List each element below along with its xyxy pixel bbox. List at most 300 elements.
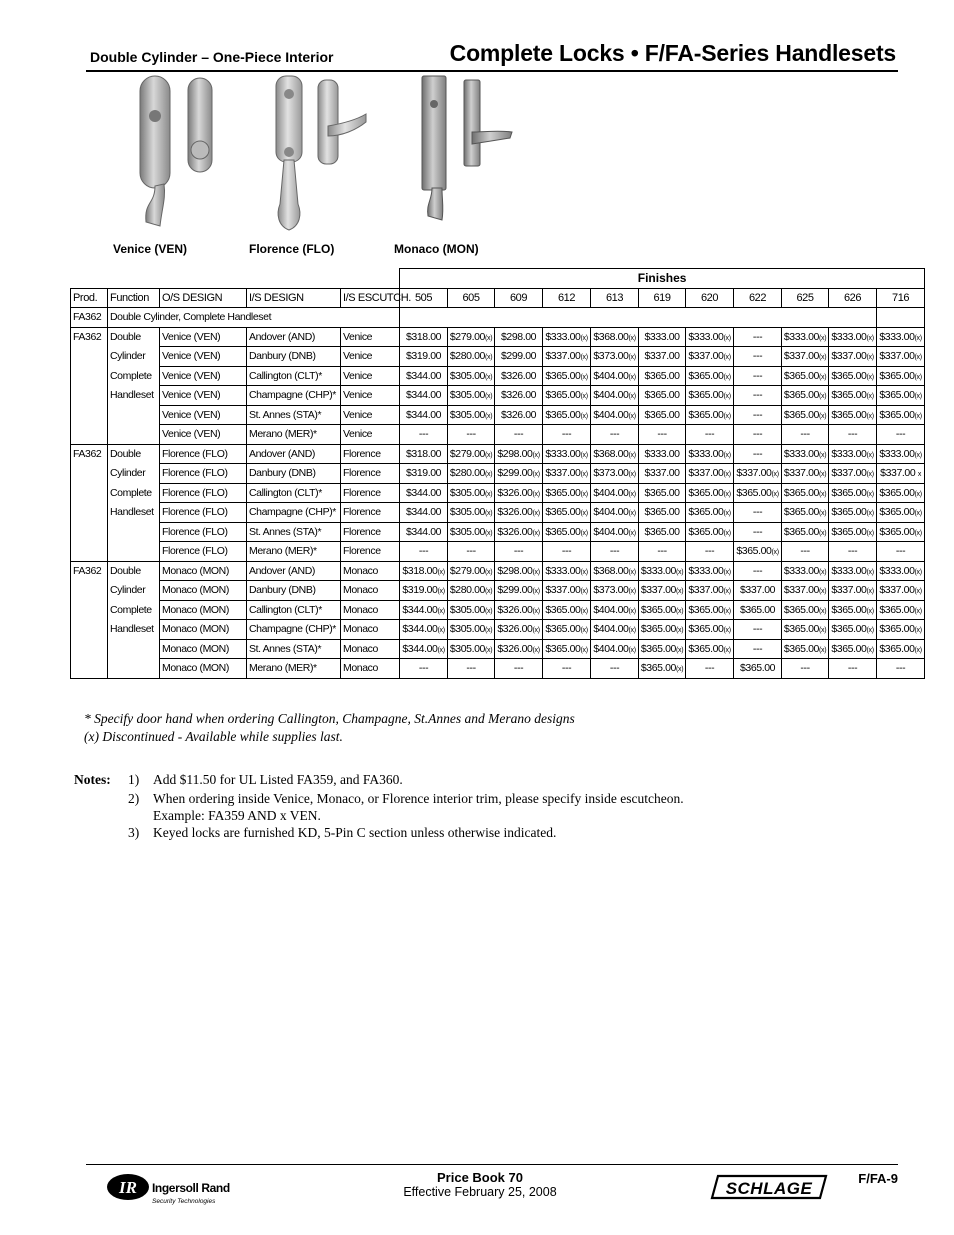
finish-header: 605 xyxy=(448,288,495,308)
table-row xyxy=(71,503,925,523)
escutcheon-cell: Monaco xyxy=(341,620,400,640)
os-design-cell: Venice (VEN) xyxy=(160,366,247,386)
price-cell: $365.00(x) xyxy=(543,522,591,542)
svg-text:SCHLAGE: SCHLAGE xyxy=(725,1179,813,1198)
price-cell: $344.00(x) xyxy=(400,620,448,640)
price-cell: $333.00(x) xyxy=(686,561,734,581)
price-cell: $305.00(x) xyxy=(448,522,495,542)
price-cell: --- xyxy=(495,659,543,679)
price-cell: $333.00(x) xyxy=(782,561,829,581)
price-cell: --- xyxy=(782,542,829,562)
price-cell: $333.00(x) xyxy=(877,327,925,347)
price-cell: $280.00(x) xyxy=(448,347,495,367)
price-cell: $365.00 xyxy=(639,366,686,386)
price-cell: $404.00(x) xyxy=(591,386,639,406)
price-cell: $365.00(x) xyxy=(543,503,591,523)
price-cell: --- xyxy=(495,542,543,562)
escutcheon-cell: Florence xyxy=(341,464,400,484)
os-design-cell: Florence (FLO) xyxy=(160,522,247,542)
is-design-cell: Merano (MER)* xyxy=(247,425,341,445)
is-design-cell: Merano (MER)* xyxy=(247,542,341,562)
price-cell: $368.00(x) xyxy=(591,444,639,464)
note-number: 2) xyxy=(128,791,140,806)
table-row xyxy=(71,405,925,425)
page-subtitle: Double Cylinder – One-Piece Interior xyxy=(90,49,334,65)
price-cell: $365.00(x) xyxy=(543,366,591,386)
price-cell: $344.00 xyxy=(400,503,448,523)
os-design-cell: Florence (FLO) xyxy=(160,444,247,464)
prod-cell xyxy=(71,659,108,679)
is-design-cell: St. Annes (STA)* xyxy=(247,405,341,425)
price-cell: --- xyxy=(877,425,925,445)
escutcheon-cell: Venice xyxy=(341,366,400,386)
page-title: Complete Locks • F/FA-Series Handlesets xyxy=(449,40,896,66)
footer-rule xyxy=(86,1164,898,1165)
escutcheon-cell: Venice xyxy=(341,405,400,425)
price-cell: $326.00(x) xyxy=(495,503,543,523)
prod-cell xyxy=(71,405,108,425)
os-design-cell: Monaco (MON) xyxy=(160,659,247,679)
price-cell: $365.00(x) xyxy=(782,600,829,620)
price-cell: $337.00(x) xyxy=(782,581,829,601)
is-design-cell: Danbury (DNB) xyxy=(247,581,341,601)
function-cell: Cylinder xyxy=(108,347,160,367)
footnote-door-hand: * Specify door hand when ordering Callington, Champagne, St.Annes and Merano designs xyxy=(84,711,575,726)
product-image-venice xyxy=(138,74,228,236)
table-row xyxy=(71,561,925,581)
price-cell: --- xyxy=(734,347,782,367)
os-design-cell: Monaco (MON) xyxy=(160,620,247,640)
column-header: I/S ESCUTCH. xyxy=(341,288,400,308)
price-cell: $305.00(x) xyxy=(448,483,495,503)
svg-text:IR: IR xyxy=(119,1178,137,1197)
price-cell: $344.00 xyxy=(400,405,448,425)
note-text: Example: FA359 AND x VEN. xyxy=(153,808,321,823)
price-cell: $404.00(x) xyxy=(591,600,639,620)
page-header xyxy=(86,36,898,72)
product-caption-florence: Florence (FLO) xyxy=(249,242,335,256)
price-cell: --- xyxy=(877,542,925,562)
price-cell: $373.00(x) xyxy=(591,464,639,484)
is-design-cell: Champagne (CHP)* xyxy=(247,386,341,406)
price-cell: $365.00(x) xyxy=(829,620,877,640)
prod-cell xyxy=(71,522,108,542)
price-cell: $365.00(x) xyxy=(829,639,877,659)
prod-cell xyxy=(71,639,108,659)
prod-cell xyxy=(71,347,108,367)
price-cell: $319.00 xyxy=(400,347,448,367)
price-cell: $404.00(x) xyxy=(591,503,639,523)
price-cell: --- xyxy=(782,659,829,679)
note-number: 3) xyxy=(128,825,140,840)
price-cell: $298.00 xyxy=(495,327,543,347)
prod-cell xyxy=(71,483,108,503)
function-cell: Complete xyxy=(108,600,160,620)
table-row xyxy=(71,347,925,367)
price-cell: --- xyxy=(591,659,639,679)
price-cell: $365.00(x) xyxy=(686,522,734,542)
price-cell: --- xyxy=(734,327,782,347)
page-number: F/FA-9 xyxy=(858,1171,898,1186)
product-image-florence xyxy=(270,74,370,236)
price-cell: $337.00(x) xyxy=(829,347,877,367)
price-cell: $279.00(x) xyxy=(448,444,495,464)
ingersoll-rand-logo xyxy=(106,1172,246,1211)
price-cell: $337.00(x) xyxy=(877,581,925,601)
table-row xyxy=(71,483,925,503)
table-row xyxy=(71,425,925,445)
escutcheon-cell: Venice xyxy=(341,327,400,347)
escutcheon-cell: Florence xyxy=(341,503,400,523)
price-cell: --- xyxy=(734,386,782,406)
price-cell: $337.00 xyxy=(639,347,686,367)
price-cell: $373.00(x) xyxy=(591,347,639,367)
is-design-cell: Merano (MER)* xyxy=(247,659,341,679)
price-cell: $333.00 xyxy=(639,444,686,464)
price-cell: --- xyxy=(400,542,448,562)
note-text: Keyed locks are furnished KD, 5-Pin C section unless otherwise indicated. xyxy=(153,825,557,840)
note-text: Add $11.50 for UL Listed FA359, and FA360. xyxy=(153,772,403,787)
price-cell: $404.00(x) xyxy=(591,639,639,659)
price-cell: $279.00(x) xyxy=(448,327,495,347)
price-cell: $305.00(x) xyxy=(448,620,495,640)
footnote-discontinued: (x) Discontinued - Available while supplies last. xyxy=(84,729,343,744)
os-design-cell: Monaco (MON) xyxy=(160,600,247,620)
prod-cell: FA362 xyxy=(71,444,108,464)
note-text: When ordering inside Venice, Monaco, or Florence interior trim, please specify inside escutcheon. xyxy=(153,791,684,806)
price-cell: --- xyxy=(686,659,734,679)
price-cell: $333.00(x) xyxy=(543,561,591,581)
price-cell: $279.00(x) xyxy=(448,561,495,581)
price-cell: $365.00 xyxy=(639,503,686,523)
price-cell: --- xyxy=(448,542,495,562)
price-cell: --- xyxy=(639,425,686,445)
price-cell: $365.00 xyxy=(639,522,686,542)
price-cell: $333.00(x) xyxy=(686,444,734,464)
price-cell: $326.00 xyxy=(495,386,543,406)
price-cell: $337.00(x) xyxy=(543,464,591,484)
price-cell: $337.00 xyxy=(639,464,686,484)
price-cell: $337.00 x xyxy=(877,464,925,484)
price-cell: $365.00(x) xyxy=(639,659,686,679)
os-design-cell: Monaco (MON) xyxy=(160,561,247,581)
finish-header: 620 xyxy=(686,288,734,308)
price-cell: --- xyxy=(734,366,782,386)
price-cell: $333.00(x) xyxy=(686,327,734,347)
price-cell: $365.00(x) xyxy=(782,483,829,503)
price-cell: $365.00(x) xyxy=(639,620,686,640)
price-cell: $344.00 xyxy=(400,366,448,386)
os-design-cell: Venice (VEN) xyxy=(160,347,247,367)
is-design-cell: Danbury (DNB) xyxy=(247,347,341,367)
price-cell: $318.00(x) xyxy=(400,561,448,581)
os-design-cell: Venice (VEN) xyxy=(160,425,247,445)
price-cell: $337.00(x) xyxy=(782,347,829,367)
price-cell: $365.00(x) xyxy=(829,600,877,620)
table-row xyxy=(71,620,925,640)
os-design-cell: Venice (VEN) xyxy=(160,405,247,425)
footnotes xyxy=(84,710,575,746)
is-design-cell: Champagne (CHP)* xyxy=(247,503,341,523)
price-cell: $337.00(x) xyxy=(877,347,925,367)
is-design-cell: Andover (AND) xyxy=(247,327,341,347)
function-cell: Handleset xyxy=(108,620,160,640)
finish-header: 505 xyxy=(400,288,448,308)
price-cell: $365.00(x) xyxy=(686,600,734,620)
price-cell: $365.00(x) xyxy=(829,483,877,503)
price-cell: --- xyxy=(829,659,877,679)
is-design-cell: Callington (CLT)* xyxy=(247,600,341,620)
escutcheon-cell: Florence xyxy=(341,542,400,562)
table-row xyxy=(71,542,925,562)
prod-cell: FA362 xyxy=(71,308,108,328)
price-cell: $404.00(x) xyxy=(591,620,639,640)
column-header: I/S DESIGN xyxy=(247,288,341,308)
price-cell: $365.00(x) xyxy=(734,483,782,503)
price-cell: --- xyxy=(734,522,782,542)
prod-cell xyxy=(71,600,108,620)
is-design-cell: Callington (CLT)* xyxy=(247,483,341,503)
price-cell: $333.00(x) xyxy=(782,327,829,347)
price-cell: $365.00(x) xyxy=(782,639,829,659)
prod-cell xyxy=(71,386,108,406)
price-cell: --- xyxy=(734,405,782,425)
price-cell: --- xyxy=(400,425,448,445)
price-cell: $305.00(x) xyxy=(448,639,495,659)
price-cell: $365.00(x) xyxy=(829,503,877,523)
price-cell: $333.00(x) xyxy=(543,444,591,464)
price-cell: $365.00(x) xyxy=(543,405,591,425)
price-cell: $365.00(x) xyxy=(829,366,877,386)
price-cell: $280.00(x) xyxy=(448,581,495,601)
table-row xyxy=(71,386,925,406)
price-cell: $344.00 xyxy=(400,522,448,542)
price-cell: --- xyxy=(734,425,782,445)
os-design-cell: Florence (FLO) xyxy=(160,503,247,523)
price-cell: --- xyxy=(734,561,782,581)
price-cell: $404.00(x) xyxy=(591,522,639,542)
price-cell: $337.00(x) xyxy=(639,581,686,601)
function-cell xyxy=(108,659,160,679)
price-cell: --- xyxy=(734,503,782,523)
finish-header: 619 xyxy=(639,288,686,308)
price-table xyxy=(70,268,925,679)
price-cell: $337.00(x) xyxy=(734,464,782,484)
price-cell: --- xyxy=(877,659,925,679)
price-cell: $404.00(x) xyxy=(591,366,639,386)
price-cell: $326.00(x) xyxy=(495,600,543,620)
price-cell: $326.00(x) xyxy=(495,620,543,640)
price-cell: $333.00 xyxy=(639,327,686,347)
price-cell: $365.00(x) xyxy=(686,405,734,425)
table-row xyxy=(71,464,925,484)
escutcheon-cell: Monaco xyxy=(341,639,400,659)
price-cell: $318.00 xyxy=(400,444,448,464)
price-cell: $305.00(x) xyxy=(448,503,495,523)
price-cell: $365.00(x) xyxy=(877,522,925,542)
price-cell: $365.00(x) xyxy=(686,503,734,523)
price-cell: $299.00(x) xyxy=(495,464,543,484)
escutcheon-cell: Monaco xyxy=(341,659,400,679)
price-cell: $404.00(x) xyxy=(591,405,639,425)
price-cell: $326.00(x) xyxy=(495,639,543,659)
price-cell: $333.00(x) xyxy=(829,327,877,347)
table-row xyxy=(71,366,925,386)
price-cell: $337.00(x) xyxy=(686,581,734,601)
price-book-info xyxy=(380,1170,580,1199)
price-cell: $333.00(x) xyxy=(877,444,925,464)
product-caption-venice: Venice (VEN) xyxy=(113,242,188,256)
price-cell: $305.00(x) xyxy=(448,405,495,425)
price-cell: $365.00(x) xyxy=(543,620,591,640)
escutcheon-cell: Florence xyxy=(341,444,400,464)
price-cell: $365.00 xyxy=(734,659,782,679)
function-cell: Complete xyxy=(108,483,160,503)
price-book-title: Price Book 70 xyxy=(437,1170,523,1185)
escutcheon-cell: Venice xyxy=(341,425,400,445)
price-cell: $344.00(x) xyxy=(400,600,448,620)
os-design-cell: Venice (VEN) xyxy=(160,386,247,406)
function-cell: Handleset xyxy=(108,503,160,523)
price-cell: --- xyxy=(734,639,782,659)
price-cell: $365.00 xyxy=(639,405,686,425)
prod-cell xyxy=(71,425,108,445)
function-cell: Cylinder xyxy=(108,464,160,484)
function-cell xyxy=(108,542,160,562)
is-design-cell: St. Annes (STA)* xyxy=(247,639,341,659)
prod-cell xyxy=(71,503,108,523)
price-cell: $333.00(x) xyxy=(829,561,877,581)
price-cell: $333.00(x) xyxy=(639,561,686,581)
finish-header: 612 xyxy=(543,288,591,308)
price-cell: $337.00(x) xyxy=(829,464,877,484)
prod-cell xyxy=(71,366,108,386)
price-cell: --- xyxy=(591,425,639,445)
price-cell: $373.00(x) xyxy=(591,581,639,601)
price-cell: --- xyxy=(543,542,591,562)
function-cell: Double xyxy=(108,561,160,581)
table-row xyxy=(71,581,925,601)
finish-header: 609 xyxy=(495,288,543,308)
price-cell: $319.00(x) xyxy=(400,581,448,601)
os-design-cell: Florence (FLO) xyxy=(160,464,247,484)
price-cell: $337.00(x) xyxy=(686,347,734,367)
price-cell: $365.00(x) xyxy=(782,503,829,523)
price-cell: $333.00(x) xyxy=(877,561,925,581)
function-cell: Double xyxy=(108,327,160,347)
function-cell xyxy=(108,425,160,445)
effective-date: Effective February 25, 2008 xyxy=(403,1185,557,1199)
prod-cell xyxy=(71,464,108,484)
price-cell: $365.00(x) xyxy=(877,483,925,503)
price-cell: $365.00(x) xyxy=(686,620,734,640)
price-cell: $337.00 xyxy=(734,581,782,601)
price-cell: $365.00 xyxy=(639,483,686,503)
price-cell: $337.00(x) xyxy=(829,581,877,601)
price-cell: $365.00(x) xyxy=(877,503,925,523)
prod-cell: FA362 xyxy=(71,327,108,347)
price-cell: $365.00(x) xyxy=(639,600,686,620)
price-cell: $365.00 xyxy=(639,386,686,406)
price-cell: --- xyxy=(591,542,639,562)
price-cell: $365.00(x) xyxy=(782,620,829,640)
price-cell: $365.00(x) xyxy=(877,386,925,406)
price-cell: --- xyxy=(829,425,877,445)
price-cell: $344.00 xyxy=(400,483,448,503)
price-cell: $365.00(x) xyxy=(877,639,925,659)
empty-cell xyxy=(877,308,925,328)
price-cell: --- xyxy=(639,542,686,562)
function-cell: Double xyxy=(108,444,160,464)
price-cell: --- xyxy=(543,425,591,445)
price-cell: --- xyxy=(686,425,734,445)
price-cell: $298.00(x) xyxy=(495,561,543,581)
is-design-cell: Callington (CLT)* xyxy=(247,366,341,386)
finish-header: 625 xyxy=(782,288,829,308)
finish-header: 613 xyxy=(591,288,639,308)
function-cell: Complete xyxy=(108,366,160,386)
price-cell: $326.00(x) xyxy=(495,522,543,542)
price-cell: $365.00(x) xyxy=(782,386,829,406)
prod-cell xyxy=(71,542,108,562)
notes-label: Notes: xyxy=(74,772,111,787)
note-number: 1) xyxy=(128,772,140,787)
price-cell: $365.00(x) xyxy=(686,386,734,406)
price-cell: --- xyxy=(829,542,877,562)
prod-cell xyxy=(71,581,108,601)
price-cell: $333.00(x) xyxy=(829,444,877,464)
price-cell: $305.00(x) xyxy=(448,366,495,386)
price-cell: $365.00(x) xyxy=(829,386,877,406)
function-cell xyxy=(108,522,160,542)
schlage-logo xyxy=(708,1172,830,1207)
price-cell: $365.00(x) xyxy=(829,522,877,542)
price-cell: --- xyxy=(686,542,734,562)
is-design-cell: St. Annes (STA)* xyxy=(247,522,341,542)
svg-text:Security Technologies: Security Technologies xyxy=(152,1198,216,1205)
price-cell: --- xyxy=(448,659,495,679)
column-header: Prod. xyxy=(71,288,108,308)
price-cell: $326.00 xyxy=(495,366,543,386)
price-cell: $305.00(x) xyxy=(448,386,495,406)
finishes-header: Finishes xyxy=(400,269,925,289)
intro-cell: Double Cylinder, Complete Handleset xyxy=(108,308,400,328)
table-row xyxy=(71,327,925,347)
is-design-cell: Andover (AND) xyxy=(247,444,341,464)
product-caption-monaco: Monaco (MON) xyxy=(394,242,479,256)
price-cell: --- xyxy=(543,659,591,679)
column-header: O/S DESIGN xyxy=(160,288,247,308)
price-cell: --- xyxy=(448,425,495,445)
price-cell: $365.00(x) xyxy=(686,483,734,503)
price-cell: $326.00 xyxy=(495,405,543,425)
finish-header: 626 xyxy=(829,288,877,308)
price-cell: --- xyxy=(400,659,448,679)
price-cell: $365.00(x) xyxy=(877,600,925,620)
price-cell: $337.00(x) xyxy=(543,581,591,601)
price-cell: $333.00(x) xyxy=(782,444,829,464)
price-cell: $365.00(x) xyxy=(543,483,591,503)
table-row xyxy=(71,308,925,328)
price-cell: $365.00(x) xyxy=(782,405,829,425)
escutcheon-cell: Monaco xyxy=(341,600,400,620)
os-design-cell: Venice (VEN) xyxy=(160,327,247,347)
price-cell: $337.00(x) xyxy=(782,464,829,484)
os-design-cell: Monaco (MON) xyxy=(160,581,247,601)
price-cell: $404.00(x) xyxy=(591,483,639,503)
prod-cell xyxy=(71,620,108,640)
price-cell: $365.00(x) xyxy=(543,386,591,406)
